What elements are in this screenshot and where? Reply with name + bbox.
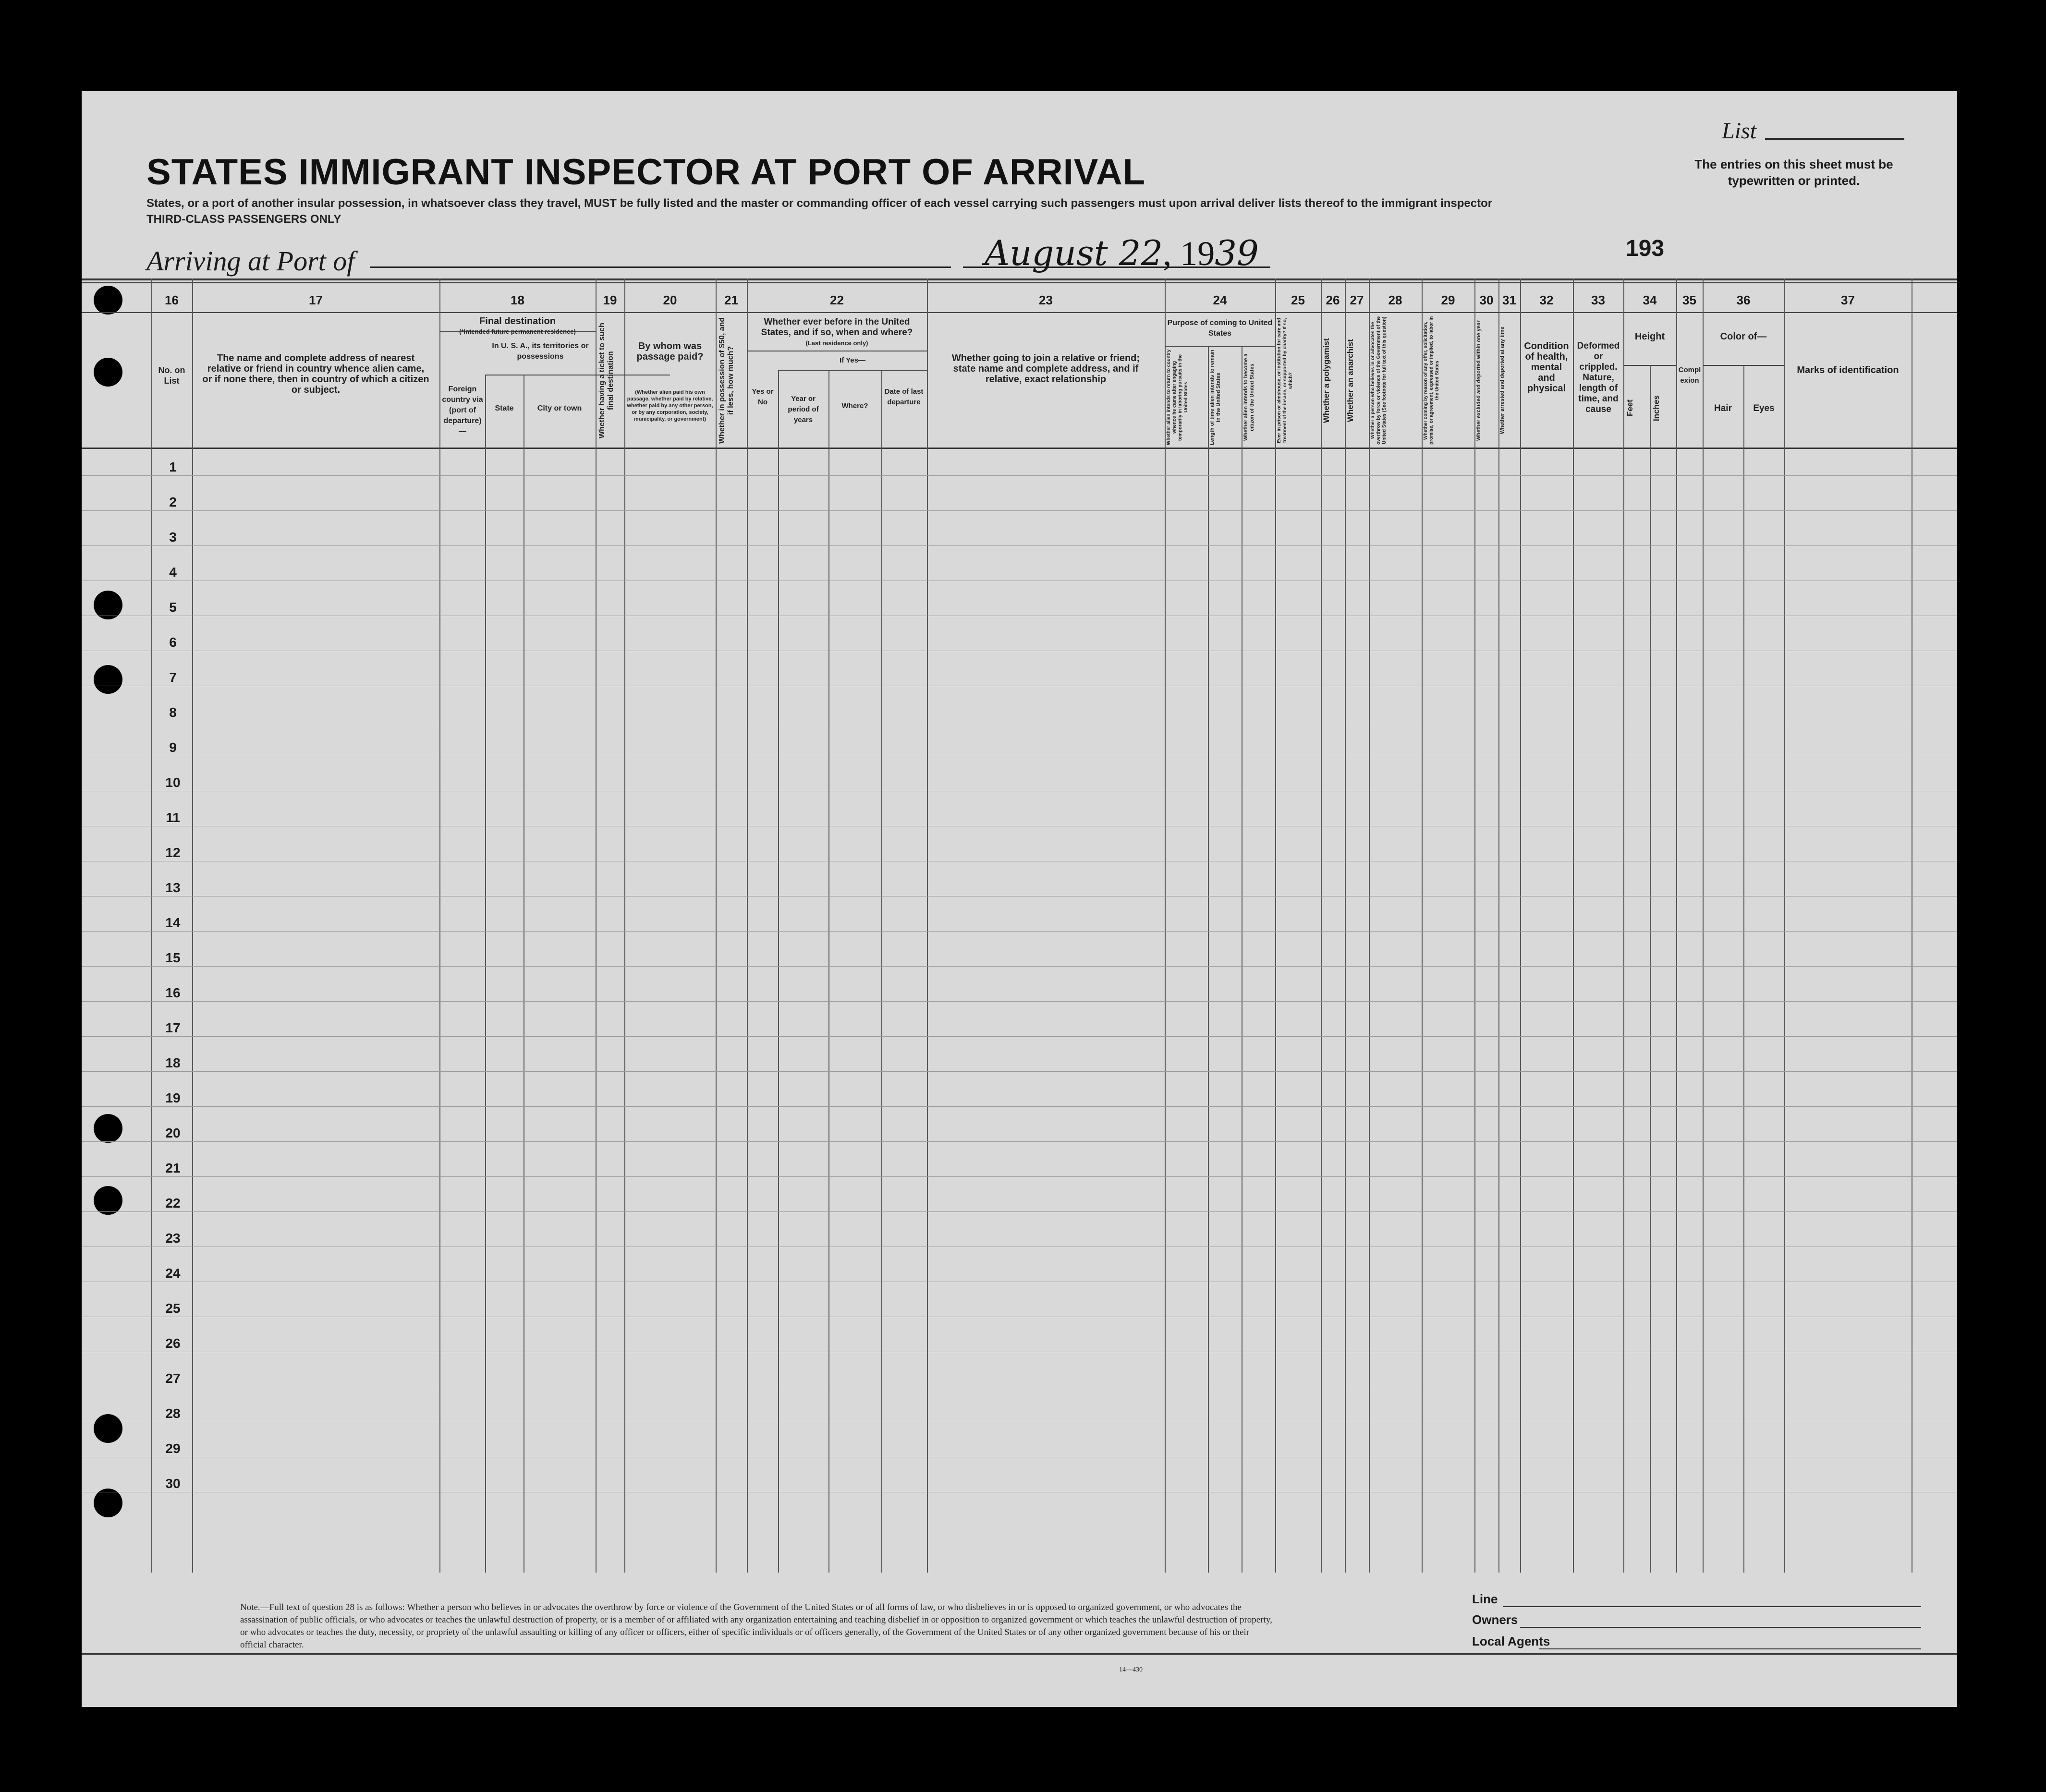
page-number: 193 (1626, 236, 1665, 261)
header-marks: Marks of identification (1797, 365, 1899, 375)
header-hair: Hair (1714, 403, 1732, 413)
column-number: 24 (1213, 293, 1227, 307)
row-line (82, 1001, 1957, 1002)
column-number: 29 (1441, 293, 1455, 307)
header-anarchist: Whether an anarchist (1346, 339, 1355, 422)
line-label: Line (1472, 1592, 1498, 1606)
row-number: 7 (169, 670, 177, 685)
header-destination-note: (*Intended future permanent residence) (459, 328, 576, 335)
row-number: 17 (165, 1020, 181, 1035)
header-length-stay: Length of time alien intends to remain in the United States (1209, 350, 1221, 445)
column-number: 17 (309, 293, 323, 307)
row-number: 24 (165, 1266, 181, 1281)
line-field[interactable] (1503, 1606, 1921, 1607)
header-return-intent: Whether alien intends to return to country whence he came after engaging temporarily in laboring pursuits in the United States (1166, 349, 1189, 446)
manifest-sheet (82, 91, 1957, 1707)
arrival-date: August 22, 1939 (985, 233, 1259, 273)
column-number: 22 (830, 293, 844, 307)
header-feet: Feet (1625, 400, 1634, 417)
header-ticket: Whether having a ticket to such final destination (598, 323, 615, 438)
row-number: 19 (165, 1090, 181, 1105)
column-number: 32 (1539, 293, 1554, 307)
header-foreign-country: Foreign country via (port of departure)— (442, 385, 483, 436)
column-number: 16 (165, 293, 179, 307)
header-passage-paid: By whom was passage paid? (636, 341, 704, 362)
row-number: 9 (169, 740, 177, 755)
column-number: 23 (1039, 293, 1053, 307)
row-number: 5 (169, 600, 177, 615)
row-line (82, 545, 1957, 546)
header-year-period: Year or period of years (788, 395, 819, 424)
header-purpose: Purpose of coming to United States (1167, 319, 1273, 338)
column-number: 35 (1682, 293, 1696, 307)
header-city: City or town (537, 404, 582, 412)
row-number: 13 (165, 880, 181, 895)
column-number: 36 (1736, 293, 1751, 307)
header-yes-no: Yes or No (752, 387, 774, 406)
header-passage-note: (Whether alien paid his own passage, whether paid by relative, whether paid by any other person, or by any corporation, society, municipality, or government) (627, 389, 713, 422)
header-eyes: Eyes (1753, 403, 1775, 413)
header-final-destination: Final destination (479, 316, 556, 327)
header-state: State (495, 404, 514, 412)
row-number: 23 (165, 1231, 181, 1246)
column-number: 37 (1841, 293, 1855, 307)
entries-note: The entries on this sheet must be typewritten or printed. (1694, 157, 1893, 188)
row-line (82, 1106, 1957, 1107)
row-line (82, 1141, 1957, 1142)
row-number: 16 (165, 985, 181, 1000)
row-number: 25 (165, 1301, 181, 1316)
port-field-line (370, 266, 951, 268)
row-number: 29 (165, 1441, 181, 1456)
row-line (82, 1211, 1957, 1212)
column-number: 19 (603, 293, 617, 307)
column-number: 33 (1591, 293, 1605, 307)
row-number: 14 (165, 915, 181, 930)
header-citizen-intent: Whether alien intends to become a citizen of the United States (1243, 353, 1255, 441)
header-in-usa: In U. S. A., its territories or possessions (492, 342, 589, 361)
column-number: 25 (1291, 293, 1305, 307)
row-number: 15 (165, 950, 181, 965)
row-number: 26 (165, 1336, 181, 1351)
row-number: 6 (169, 635, 177, 650)
row-number: 30 (165, 1476, 181, 1491)
column-number: 34 (1643, 293, 1657, 307)
header-overthrow: Whether a person who believes in or advocates the overthrow by force or violence of the Government of the United States (See footnote for full text of this question) (1370, 316, 1387, 445)
form-number: 14—430 (1119, 1666, 1143, 1673)
header-inches: Inches (1652, 395, 1661, 421)
header-if-yes: If Yes— (840, 356, 865, 364)
row-line (82, 1176, 1957, 1177)
column-number: 28 (1388, 293, 1402, 307)
row-number: 2 (169, 495, 177, 509)
row-number: 8 (169, 705, 177, 720)
header-last-departure: Date of last departure (884, 387, 924, 406)
column-number: 26 (1326, 293, 1340, 307)
list-field-line (1765, 138, 1904, 140)
row-number: 20 (165, 1126, 181, 1140)
row-number: 28 (165, 1406, 181, 1421)
header-ever-before: Whether ever before in the United States, and if so, when and where? (761, 317, 913, 338)
header-labor-offer: Whether coming by reason of any offer, solicitation, promise, or agreement, expressed or implied, to labor in the United States (1423, 316, 1440, 445)
row-line (82, 966, 1957, 967)
header-color: Color of— (1720, 331, 1767, 342)
list-label: List (1722, 118, 1757, 144)
header-nearest-relative: The name and complete address of nearest relative or friend in country whence alien came, or if none there, then in country of which a citizen or subject. (202, 353, 429, 395)
agents-label: Local Agents (1472, 1634, 1550, 1648)
row-line (82, 1071, 1957, 1072)
row-number: 18 (165, 1055, 181, 1070)
owners-field[interactable] (1520, 1627, 1921, 1628)
form-title: STATES IMMIGRANT INSPECTOR AT PORT OF ARRIVAL (146, 152, 1146, 193)
owners-label: Owners (1472, 1612, 1518, 1627)
header-excluded: Whether excluded and deported within one year (1476, 320, 1482, 441)
header-last-residence: (Last residence only) (805, 339, 868, 347)
row-number: 22 (165, 1196, 181, 1211)
column-number: 20 (663, 293, 677, 307)
header-arrested: Whether arrested and deported at any time (1499, 327, 1505, 435)
row-number: 21 (165, 1161, 181, 1175)
header-health: Condition of health, mental and physical (1524, 341, 1569, 394)
row-line (82, 510, 1957, 511)
header-height: Height (1634, 331, 1665, 342)
column-number: 18 (511, 293, 524, 307)
row-number: 12 (165, 845, 181, 860)
row-line (82, 475, 1957, 476)
row-number: 4 (169, 565, 177, 580)
manifest-table (82, 278, 1957, 1661)
passenger-class: THIRD-CLASS PASSENGERS ONLY (146, 213, 341, 226)
column-number: 31 (1502, 293, 1516, 307)
row-line (82, 1036, 1957, 1037)
footnote: Note.—Full text of question 28 is as follows: Whether a person who believes in or advocates the overthrow by force or violence of the Government of the United States or of all forms of law, or who disbelieves in or is opposed to organized government, or who advocates the assassination of public officials, or who advocates or teaches the unlawful destruction of property, or is a member of or affiliated with any organization entertaining and teaching disbelief in or opposition to organized government or which teaches the unlawful destruction of property, or who advocates or teaches the duty, necessity, or propriety of the unlawful assaulting or killing of any officer or officers, either of specific individuals or of officers generally, of the Government of the United States or of any other organized government because of his or their official character. (240, 1602, 1272, 1650)
header-prison: Ever in prison or almshouse, or institution for care and treatment of the insane, or supported by charity? If so, which? (1277, 317, 1293, 444)
header-complexion: Complexion (1678, 366, 1701, 385)
column-number: 27 (1350, 293, 1364, 307)
header-fifty-dollars: Whether in possession of $50, and if less, how much? (718, 317, 735, 444)
header-join-relative: Whether going to join a relative or friend; state name and complete address, and if relative, exact relationship (951, 353, 1140, 385)
row-number: 1 (169, 460, 177, 474)
column-number: 21 (724, 293, 738, 307)
row-number: 11 (166, 810, 180, 825)
row-number: 3 (169, 530, 177, 545)
form-subtitle: States, or a port of another insular possession, in whatsoever class they travel, MUST be fully listed and the master or commanding officer of each vessel carrying such passengers must upon arrival deliver lists thereof to the immigrant inspector (146, 197, 1493, 210)
column-number: 30 (1479, 293, 1494, 307)
row-number: 27 (165, 1371, 181, 1386)
header-list-number: No. on List (158, 365, 185, 386)
row-number: 10 (165, 775, 181, 790)
header-polygamist: Whether a polygamist (1322, 338, 1331, 423)
port-label: Arriving at Port of (146, 245, 355, 277)
row-line (82, 931, 1957, 932)
header-deformed: Deformed or crippled. Nature, length of time, and cause (1577, 341, 1620, 414)
agents-field[interactable] (1539, 1648, 1921, 1649)
header-where: Where? (841, 402, 868, 410)
